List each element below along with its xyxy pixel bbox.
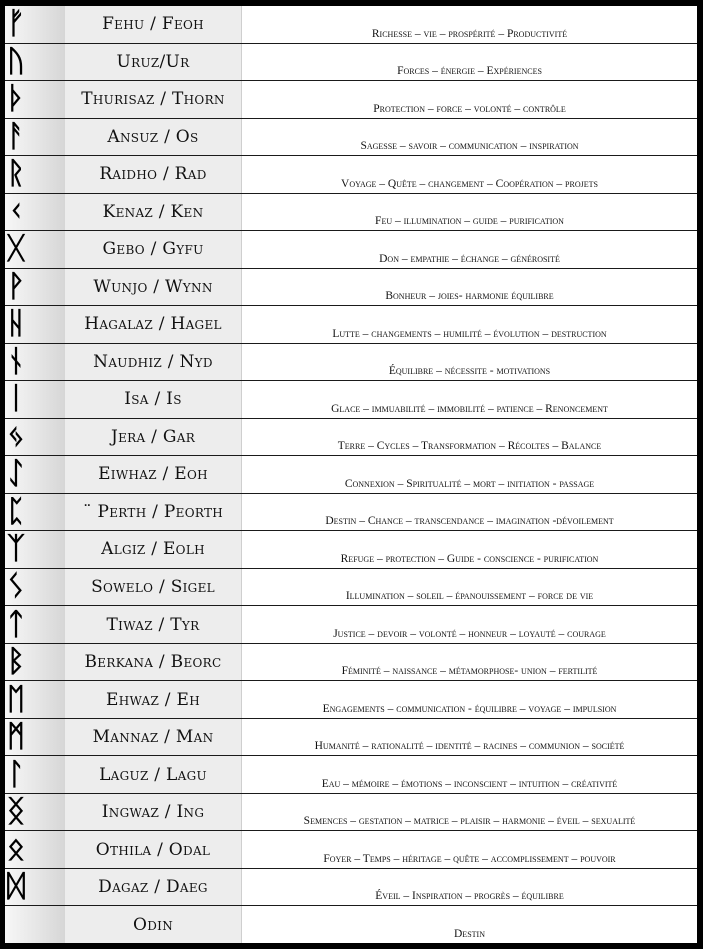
dagaz-rune-icon: ᛞ: [7, 869, 25, 905]
naudhiz-rune-icon: ᚾ: [7, 343, 25, 379]
tiwaz-rune-icon: ᛏ: [7, 606, 25, 642]
rune-table: [5, 6, 697, 943]
rune-row: [5, 494, 697, 532]
rune-name: Ingwaz / Ing: [65, 794, 242, 831]
rune-meaning: Voyage – Quête – changement – Coopération – projets: [242, 156, 697, 193]
rune-symbol-cell: [5, 794, 65, 831]
rune-meaning: Refuge – protection – Guide - conscience - purification: [242, 531, 697, 568]
perth-rune-icon: ᛈ: [7, 493, 25, 529]
raidho-rune-icon: ᚱ: [7, 156, 25, 192]
rune-symbol-cell: [5, 456, 65, 493]
rune-symbol-cell: [5, 381, 65, 418]
rune-name: Odin: [65, 906, 242, 943]
rune-name: Laguz / Lagu: [65, 756, 242, 793]
rune-row: [5, 569, 697, 607]
rune-symbol-cell: [5, 831, 65, 868]
rune-meaning: Équilibre – nécessite - motivations: [242, 344, 697, 381]
rune-symbol-cell: [5, 494, 65, 531]
rune-row: [5, 681, 697, 719]
rune-meaning: Protection – force – volonté – contrôle: [242, 81, 697, 118]
rune-symbol-cell: [5, 156, 65, 193]
rune-row: [5, 81, 697, 119]
rune-symbol-cell: [5, 44, 65, 81]
berkana-rune-icon: ᛒ: [7, 644, 25, 680]
rune-symbol-cell: [5, 231, 65, 268]
rune-symbol-cell: [5, 119, 65, 156]
rune-symbol-cell: [5, 194, 65, 231]
rune-meaning: Eau – mémoire – émotions – inconscient – intuition – créativité: [242, 756, 697, 793]
rune-name: Naudhiz / Nyd: [65, 344, 242, 381]
ingwaz-rune-icon: ᛝ: [7, 794, 25, 830]
rune-symbol-cell: [5, 869, 65, 906]
eiwhaz-rune-icon: ᛇ: [7, 456, 25, 492]
rune-meaning: Destin: [242, 906, 697, 943]
rune-meaning: Humanité – rationalité – identité – racines – communion – société: [242, 719, 697, 756]
rune-name: Hagalaz / Hagel: [65, 306, 242, 343]
rune-symbol-cell: [5, 419, 65, 456]
rune-row: [5, 156, 697, 194]
rune-name: Ehwaz / Eh: [65, 681, 242, 718]
rune-name: Isa / Is: [65, 381, 242, 418]
rune-row: [5, 794, 697, 832]
rune-meaning: Don – empathie – échange – générosité: [242, 231, 697, 268]
rune-row: [5, 194, 697, 232]
rune-symbol-cell: [5, 6, 65, 43]
rune-name: Mannaz / Man: [65, 719, 242, 756]
rune-meaning: Connexion – Spiritualité – mort – initiation - passage: [242, 456, 697, 493]
rune-row: [5, 119, 697, 157]
rune-symbol-cell: [5, 681, 65, 718]
rune-meaning: Richesse – vie – prospérité – Productivité: [242, 6, 697, 43]
rune-row: [5, 831, 697, 869]
rune-meaning: Sagesse – savoir – communication – inspiration: [242, 119, 697, 156]
gebo-rune-icon: ᚷ: [7, 231, 25, 267]
rune-symbol-cell: [5, 531, 65, 568]
rune-row: [5, 6, 697, 44]
rune-meaning: Engagements – communication - équilibre – voyage – impulsion: [242, 681, 697, 718]
rune-meaning: Destin – Chance – transcendance – imagination -dévoilement: [242, 494, 697, 531]
thurisaz-rune-icon: ᚦ: [7, 81, 25, 117]
algiz-rune-icon: ᛉ: [7, 531, 25, 567]
rune-meaning: Terre – Cycles – Transformation – Récoltes – Balance: [242, 419, 697, 456]
rune-symbol-cell: [5, 344, 65, 381]
rune-symbol-cell: [5, 306, 65, 343]
rune-row: [5, 269, 697, 307]
rune-meaning: Justice – devoir – volonté – honneur – loyauté – courage: [242, 606, 697, 643]
rune-row: [5, 756, 697, 794]
rune-row: [5, 531, 697, 569]
rune-meaning: Bonheur – joies- harmonie équilibre: [242, 269, 697, 306]
isa-rune-icon: ᛁ: [7, 381, 25, 417]
rune-name: Tiwaz / Tyr: [65, 606, 242, 643]
kenaz-rune-icon: ᚲ: [7, 193, 25, 229]
rune-meaning: Féminité – naissance – métamorphose- union – fertilité: [242, 644, 697, 681]
rune-meaning: Forces – énergie – Expériences: [242, 44, 697, 81]
rune-meaning: Lutte – changements – humilité – évolution – destruction: [242, 306, 697, 343]
rune-name: Wunjo / Wynn: [65, 269, 242, 306]
rune-name: Sowelo / Sigel: [65, 569, 242, 606]
rune-row: [5, 231, 697, 269]
mannaz-rune-icon: ᛗ: [7, 719, 25, 755]
rune-name: Uruz/Ur: [65, 44, 242, 81]
othila-rune-icon: ᛟ: [7, 831, 25, 867]
rune-meaning: Glace – immuabilité – immobilité – patience – Renoncement: [242, 381, 697, 418]
hagalaz-rune-icon: ᚺ: [7, 306, 25, 342]
rune-symbol-cell: [5, 269, 65, 306]
rune-name: Eiwhaz / Eoh: [65, 456, 242, 493]
rune-name: Fehu / Feoh: [65, 6, 242, 43]
rune-name: Jera / Gar: [65, 419, 242, 456]
rune-meaning: Éveil – Inspiration – progrès – équilibre: [242, 869, 697, 906]
rune-name: Raidho / Rad: [65, 156, 242, 193]
rune-row: [5, 644, 697, 682]
uruz-rune-icon: ᚢ: [7, 43, 25, 79]
rune-row: [5, 906, 697, 943]
rune-row: [5, 719, 697, 757]
rune-meaning: Foyer – Temps – héritage – quête – accomplissement – pouvoir: [242, 831, 697, 868]
wunjo-rune-icon: ᚹ: [7, 268, 25, 304]
rune-meaning: Illumination – soleil – épanouissement – force de vie: [242, 569, 697, 606]
rune-symbol-cell: [5, 569, 65, 606]
fehu-rune-icon: ᚠ: [7, 6, 25, 42]
jera-rune-icon: ᛃ: [7, 418, 25, 454]
rune-name: Gebo / Gyfu: [65, 231, 242, 268]
rune-row: [5, 381, 697, 419]
rune-symbol-cell: [5, 756, 65, 793]
rune-row: [5, 456, 697, 494]
rune-symbol-cell: [5, 906, 65, 943]
rune-name: Algiz / Eolh: [65, 531, 242, 568]
rune-name: Berkana / Beorc: [65, 644, 242, 681]
rune-name: Kenaz / Ken: [65, 194, 242, 231]
rune-row: [5, 869, 697, 907]
laguz-rune-icon: ᛚ: [7, 756, 25, 792]
rune-row: [5, 44, 697, 82]
sowelo-rune-icon: ᛊ: [7, 568, 25, 604]
rune-name: Othila / Odal: [65, 831, 242, 868]
rune-symbol-cell: [5, 644, 65, 681]
rune-name: Ansuz / Os: [65, 119, 242, 156]
rune-row: [5, 606, 697, 644]
rune-symbol-cell: [5, 719, 65, 756]
rune-meaning: Semences – gestation – matrice – plaisir – harmonie – éveil – sexualité: [242, 794, 697, 831]
rune-name: ¨ Perth / Peorth: [65, 494, 242, 531]
rune-meaning: Feu – illumination – guide – purification: [242, 194, 697, 231]
ehwaz-rune-icon: ᛖ: [7, 681, 25, 717]
ansuz-rune-icon: ᚨ: [7, 118, 25, 154]
rune-name: Thurisaz / Thorn: [65, 81, 242, 118]
rune-name: Dagaz / Daeg: [65, 869, 242, 906]
rune-row: [5, 344, 697, 382]
rune-row: [5, 306, 697, 344]
rune-symbol-cell: [5, 81, 65, 118]
rune-row: [5, 419, 697, 457]
rune-symbol-cell: [5, 606, 65, 643]
